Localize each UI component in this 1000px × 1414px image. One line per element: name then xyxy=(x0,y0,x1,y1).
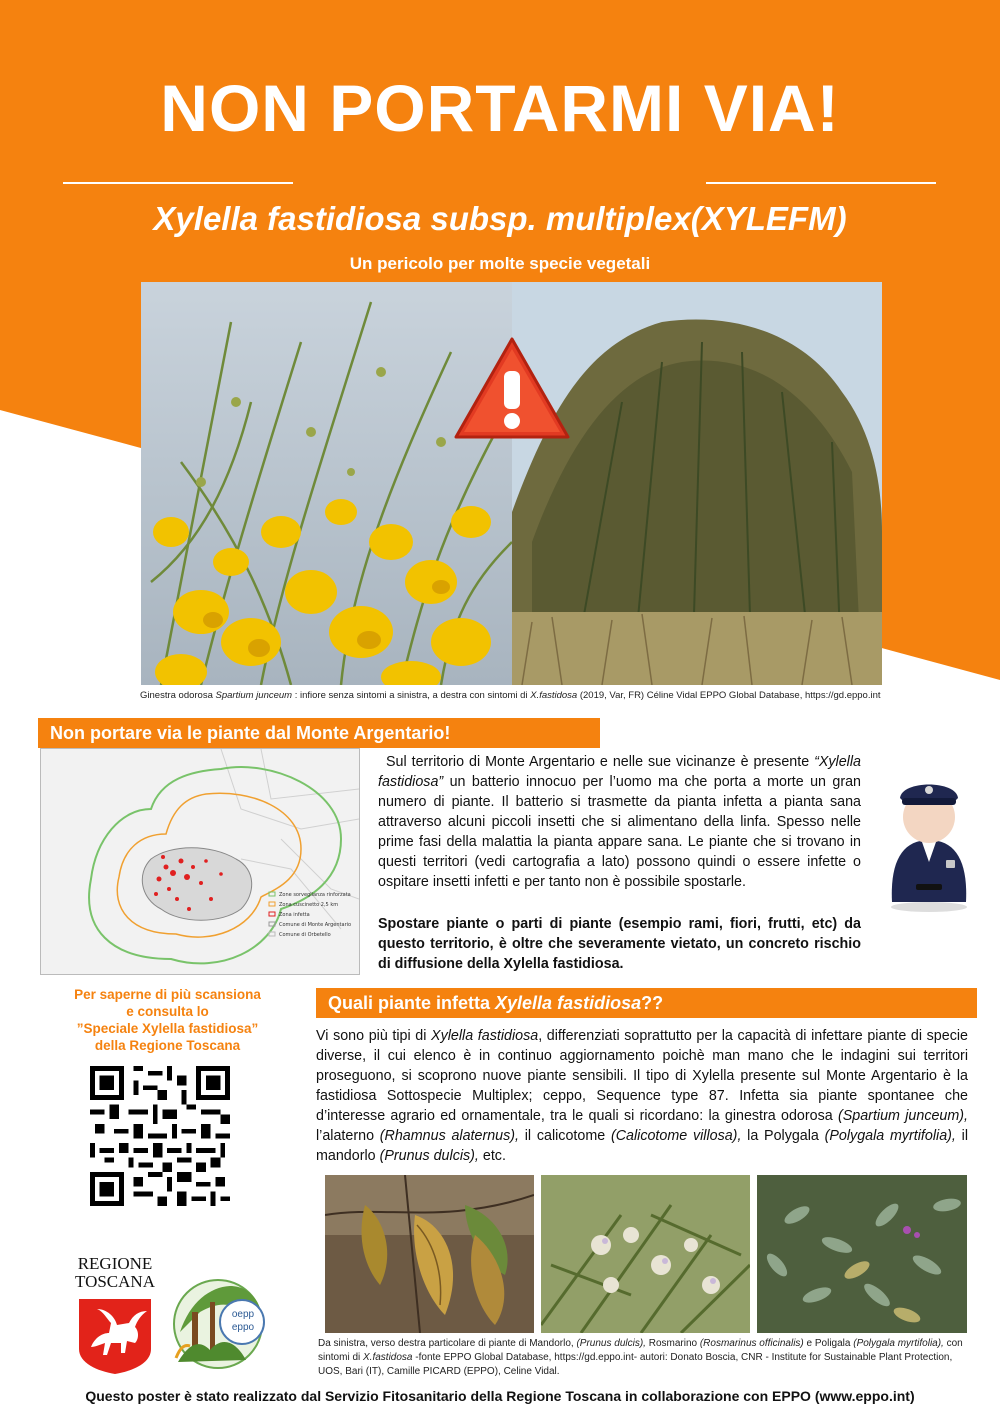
eppo-logo xyxy=(170,1272,275,1372)
infected-zone-map xyxy=(40,748,360,975)
polygala-symptoms-photo xyxy=(757,1175,967,1333)
warning-triangle-icon xyxy=(452,335,572,443)
qr-info-line: ”Speciale Xylella fastidiosa” xyxy=(76,1021,259,1036)
police-officer-icon xyxy=(884,762,974,912)
map-legend-item: Zone sorveglianza rinforzata xyxy=(279,892,351,898)
map-legend xyxy=(279,890,351,940)
poster-subtitle: Xylella fastidiosa subsp. multiplex(XYLEFM) xyxy=(153,200,847,237)
almond-symptoms-photo xyxy=(325,1175,534,1333)
regione-toscana-logo xyxy=(70,1255,160,1379)
eppo-logo-label-1: oepp xyxy=(231,1309,255,1320)
qr-info-line: della Regione Toscana xyxy=(94,1038,241,1053)
regione-logo-text: TOSCANA xyxy=(75,1272,155,1291)
map-legend-item: Comune di Orbetello xyxy=(279,932,331,938)
qr-info-text xyxy=(40,986,295,1054)
section-heading-monte-argentario: Non portare via le piante dal Monte Argentario! xyxy=(38,718,600,748)
poster-title: NON PORTARMI VIA! xyxy=(160,71,840,145)
plant-photos-caption: Da sinistra, verso destra particolare di piante di Mandorlo, (Prunus dulcis), Rosmarino (Rosmarinus officinalis) e Poligala (Polygala myrtifolia), con sintomi di X.fastidosa -fonte EPPO Global Database, https://gd.eppo.int- autori: Donato Boscia, CNR - Institute for Sustainable Plant Protection, UOS, Bari (IT), Camille PICARD (EPPO), Celine Vidal. xyxy=(318,1338,963,1377)
qr-info-line: Per saperne di più scansiona xyxy=(74,987,261,1002)
map-legend-item: Zona cuscinetto 2,5 km xyxy=(279,902,339,908)
regione-logo-text: REGIONE xyxy=(77,1254,153,1273)
title-divider-right xyxy=(706,182,936,184)
section2-body: Vi sono più tipi di Xylella fastidiosa, differenziati soprattutto per la capacità di infettare piante di specie diverse, il cui elenco è in continuo aggiornamento poichè man mano che le indagini sui territori proseguono, si scoprono nuove piante sensibili. Il tipo di Xylella presente sul Monte Argentario è la fastidiosa Sottospecie Multiplex; ceppo, Sequence type 87. Infetta sia piante spontanee che d’interesse agrario ed ornamentale, tra le quali si ricordano: la ginestra odorosa (Spartium junceum), l’alaterno (Rhamnus alaternus), il calicotome (Calicotome villosa), la Polygala (Polygala myrtifolia), il mandorlo (Prunus dulcis), etc. xyxy=(316,1028,969,1164)
pegasus-shield-icon xyxy=(77,1297,153,1375)
section1-warning-text: Spostare piante o parti di piante (esempio rami, fiori, frutti, etc) da questo territorio, è oltre che severamente vietato, un concreto rischio di diffusione della Xylella fastidiosa. xyxy=(378,916,861,972)
rosemary-symptoms-photo xyxy=(541,1175,750,1333)
hero-photo-caption: Ginestra odorosa Spartium junceum : infiore senza sintomi a sinistra, a destra con sintomi di X.fastidosa (2019, Var, FR) Céline Vidal EPPO Global Database, https://gd.eppo.int xyxy=(140,690,881,701)
map-legend-item: Zona infetta xyxy=(279,912,310,918)
poster-tagline: Un pericolo per molte specie vegetali xyxy=(349,254,651,273)
qr-info-line: e consulta lo xyxy=(126,1004,209,1019)
section-heading-infected-plants: Quali piante infetta Xylella fastidiosa?? xyxy=(316,988,977,1018)
qr-code[interactable] xyxy=(90,1066,230,1206)
eppo-logo-label-2: eppo xyxy=(231,1322,255,1333)
map-legend-item: Comune di Monte Argentario xyxy=(279,922,352,928)
poster-footer: Questo poster è stato realizzato dal Servizio Fitosanitario della Regione Toscana in collaborazione con EPPO (www.eppo.int) xyxy=(85,1388,915,1404)
section1-body: Sul territorio di Monte Argentario e nelle sue vicinanze è presente “Xylella fastidiosa” un batterio innocuo per l’uomo ma che porta a morte un gran numero di piante. Il batterio si trasmette da pianta infetta a pianta sana attraverso alcuni piccoli insetti che si alimentano della linfa. Spesso nelle prime fasi della malattia la pianta appare sana. Le piante che si trovano in questi territori (vedi cartografia a lato) possono quindi o essere infette o ospitare insetti infetti e per tanto non è possibile spostarle. xyxy=(378,754,861,890)
title-divider-left xyxy=(63,182,293,184)
